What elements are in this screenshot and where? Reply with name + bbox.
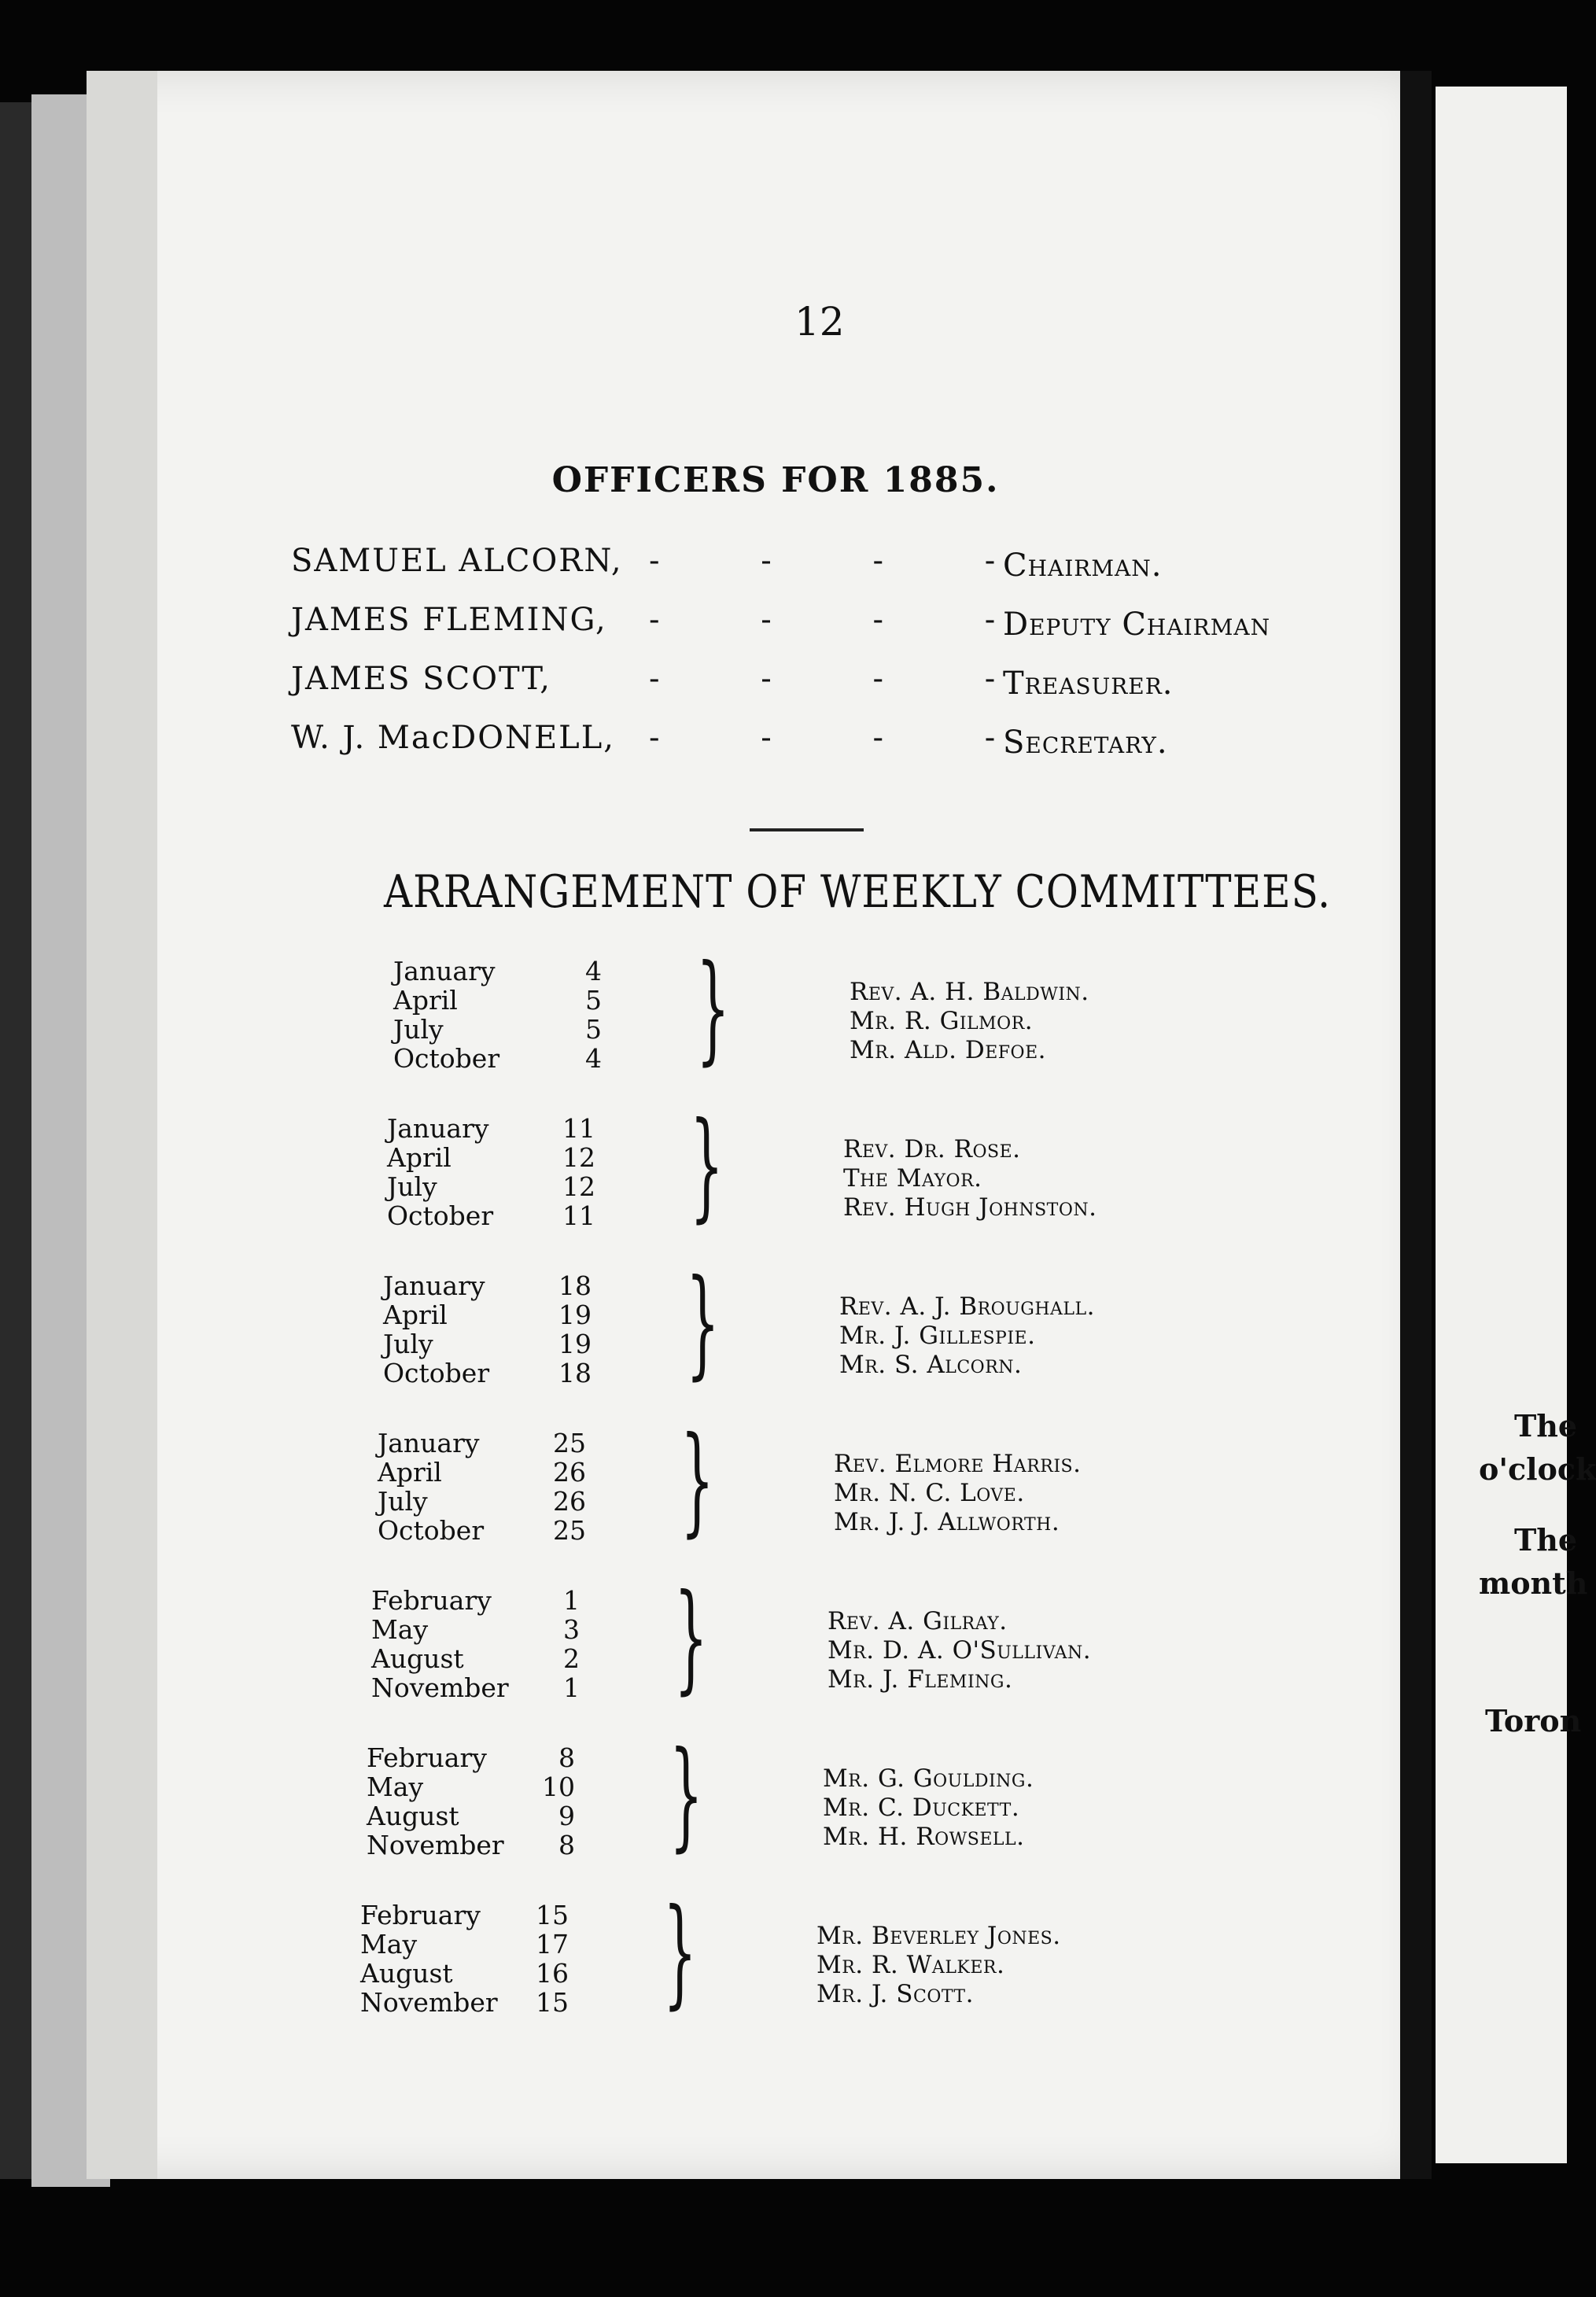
committee-month: August — [371, 1643, 464, 1674]
officer-role: Chairman. — [1003, 548, 1163, 584]
committee-month: October — [383, 1358, 490, 1388]
committee-month: May — [371, 1614, 429, 1645]
committee-member: Rev. A. J. Broughall. — [839, 1292, 1095, 1321]
committee-month: October — [387, 1200, 494, 1231]
committee-member: Rev. Hugh Johnston. — [843, 1193, 1097, 1222]
committee-day: 1 — [563, 1585, 580, 1616]
committee-month: January — [393, 956, 496, 986]
committee-day: 4 — [585, 956, 602, 986]
committee-month: October — [393, 1043, 500, 1074]
facing-page-text: The — [1514, 1522, 1578, 1558]
committee-member: Rev. Dr. Rose. — [843, 1135, 1021, 1163]
leader-dashes: - - - - — [649, 602, 1041, 638]
committee-day: 4 — [585, 1043, 602, 1074]
committee-group — [393, 940, 1180, 1082]
committee-month: November — [360, 1987, 498, 2018]
committee-day: 19 — [558, 1329, 592, 1359]
officer-row — [291, 720, 1329, 767]
committee-month: April — [383, 1300, 448, 1330]
committee-day: 26 — [553, 1486, 586, 1517]
committee-day: 10 — [542, 1772, 575, 1802]
committee-member: Rev. A. H. Baldwin. — [850, 978, 1089, 1006]
page-number: 12 — [794, 299, 845, 345]
facing-page — [1436, 87, 1567, 2163]
committee-day: 2 — [563, 1643, 580, 1674]
brace-icon: } — [696, 940, 730, 1077]
officer-name: W. J. MacDONELL, — [291, 720, 616, 756]
committee-month: August — [367, 1801, 459, 1831]
facing-page-text: o'clock — [1479, 1451, 1596, 1487]
brace-icon: } — [680, 1412, 714, 1549]
leader-dashes: - - - - — [649, 720, 1041, 756]
section-divider — [750, 828, 864, 831]
committee-day: 11 — [562, 1200, 595, 1231]
committee-month: October — [378, 1515, 485, 1546]
committee-month: May — [360, 1929, 418, 1960]
committee-day: 11 — [562, 1113, 595, 1144]
committee-month: January — [387, 1113, 489, 1144]
committee-group — [383, 1255, 1170, 1396]
officer-name: JAMES SCOTT, — [291, 661, 551, 697]
committee-day: 18 — [558, 1358, 592, 1388]
committee-day: 26 — [553, 1457, 586, 1488]
committee-day: 15 — [536, 1900, 569, 1930]
committee-day: 25 — [553, 1515, 586, 1546]
officers-heading: OFFICERS FOR 1885. — [551, 460, 1000, 500]
book-gutter — [1400, 71, 1432, 2179]
committee-day: 25 — [553, 1428, 586, 1458]
committee-member: Mr. Ald. Defoe. — [850, 1036, 1046, 1064]
committee-day: 8 — [558, 1830, 575, 1860]
committee-month: February — [360, 1900, 481, 1930]
committee-member: Mr. J. Scott. — [816, 1980, 974, 2008]
committee-member: Mr. J. Fleming. — [827, 1665, 1013, 1694]
officer-row — [291, 602, 1329, 649]
committee-member: Mr. S. Alcorn. — [839, 1351, 1023, 1379]
officer-name: SAMUEL ALCORN, — [291, 543, 623, 579]
facing-page-text: month — [1479, 1565, 1588, 1601]
committee-month: January — [383, 1270, 485, 1301]
committee-day: 3 — [563, 1614, 580, 1645]
committee-day: 12 — [562, 1142, 595, 1173]
committee-day: 5 — [585, 1014, 602, 1045]
committee-day: 19 — [558, 1300, 592, 1330]
committee-member: Mr. D. A. O'Sullivan. — [827, 1636, 1092, 1665]
committee-month: January — [378, 1428, 480, 1458]
committee-member: Rev. A. Gilray. — [827, 1607, 1008, 1635]
committee-month: August — [360, 1958, 453, 1989]
committee-month: November — [367, 1830, 504, 1860]
facing-page-text: Toron — [1485, 1703, 1582, 1738]
officer-name: JAMES FLEMING, — [291, 602, 607, 638]
committee-day: 12 — [562, 1171, 595, 1202]
page-inner-edge — [87, 71, 157, 2179]
officer-role: Secretary. — [1003, 724, 1168, 761]
committee-month: July — [387, 1171, 437, 1202]
committee-member: Mr. R. Walker. — [816, 1951, 1005, 1979]
brace-icon: } — [663, 1884, 697, 2021]
committee-member: The Mayor. — [843, 1164, 982, 1193]
officer-role: Deputy Chairman — [1003, 607, 1271, 643]
committee-group — [378, 1412, 1164, 1554]
committee-day: 1 — [563, 1672, 580, 1703]
committee-member: Rev. Elmore Harris. — [834, 1450, 1082, 1478]
committee-member: Mr. Beverley Jones. — [816, 1922, 1061, 1950]
committee-group — [371, 1569, 1158, 1711]
brace-icon: } — [669, 1727, 703, 1864]
committee-month: July — [393, 1014, 444, 1045]
committee-month: April — [393, 985, 458, 1016]
committees-heading: ARRANGEMENT OF WEEKLY COMMITTEES. — [384, 865, 1331, 918]
committee-member: Mr. G. Goulding. — [823, 1764, 1034, 1793]
committee-month: February — [367, 1742, 487, 1773]
committee-group — [387, 1097, 1174, 1239]
committee-day: 8 — [558, 1742, 575, 1773]
committee-member: Mr. C. Duckett. — [823, 1794, 1020, 1822]
brace-icon: } — [674, 1569, 708, 1706]
officer-row — [291, 543, 1329, 590]
committee-month: May — [367, 1772, 424, 1802]
committee-group — [367, 1727, 1153, 1868]
committee-day: 17 — [536, 1929, 569, 1960]
committee-member: Mr. N. C. Love. — [834, 1479, 1025, 1507]
brace-icon: } — [686, 1255, 720, 1392]
officer-row — [291, 661, 1329, 708]
brace-icon: } — [690, 1097, 724, 1234]
committee-member: Mr. J. J. Allworth. — [834, 1508, 1060, 1536]
committee-member: Mr. R. Gilmor. — [850, 1007, 1034, 1035]
committee-group — [360, 1884, 1147, 2026]
officer-role: Treasurer. — [1003, 666, 1174, 702]
committee-month: July — [378, 1486, 428, 1517]
committee-member: Mr. J. Gillespie. — [839, 1322, 1036, 1350]
committee-member: Mr. H. Rowsell. — [823, 1823, 1025, 1851]
facing-page-text: The — [1514, 1408, 1578, 1443]
committee-month: November — [371, 1672, 509, 1703]
committee-day: 9 — [558, 1801, 575, 1831]
committee-day: 16 — [536, 1958, 569, 1989]
committee-day: 18 — [558, 1270, 592, 1301]
leader-dashes: - - - - — [649, 661, 1041, 697]
committee-day: 15 — [536, 1987, 569, 2018]
committee-day: 5 — [585, 985, 602, 1016]
committee-month: February — [371, 1585, 492, 1616]
committee-month: April — [378, 1457, 442, 1488]
committee-month: April — [387, 1142, 452, 1173]
committee-month: July — [383, 1329, 433, 1359]
leader-dashes: - - - - — [649, 543, 1041, 579]
